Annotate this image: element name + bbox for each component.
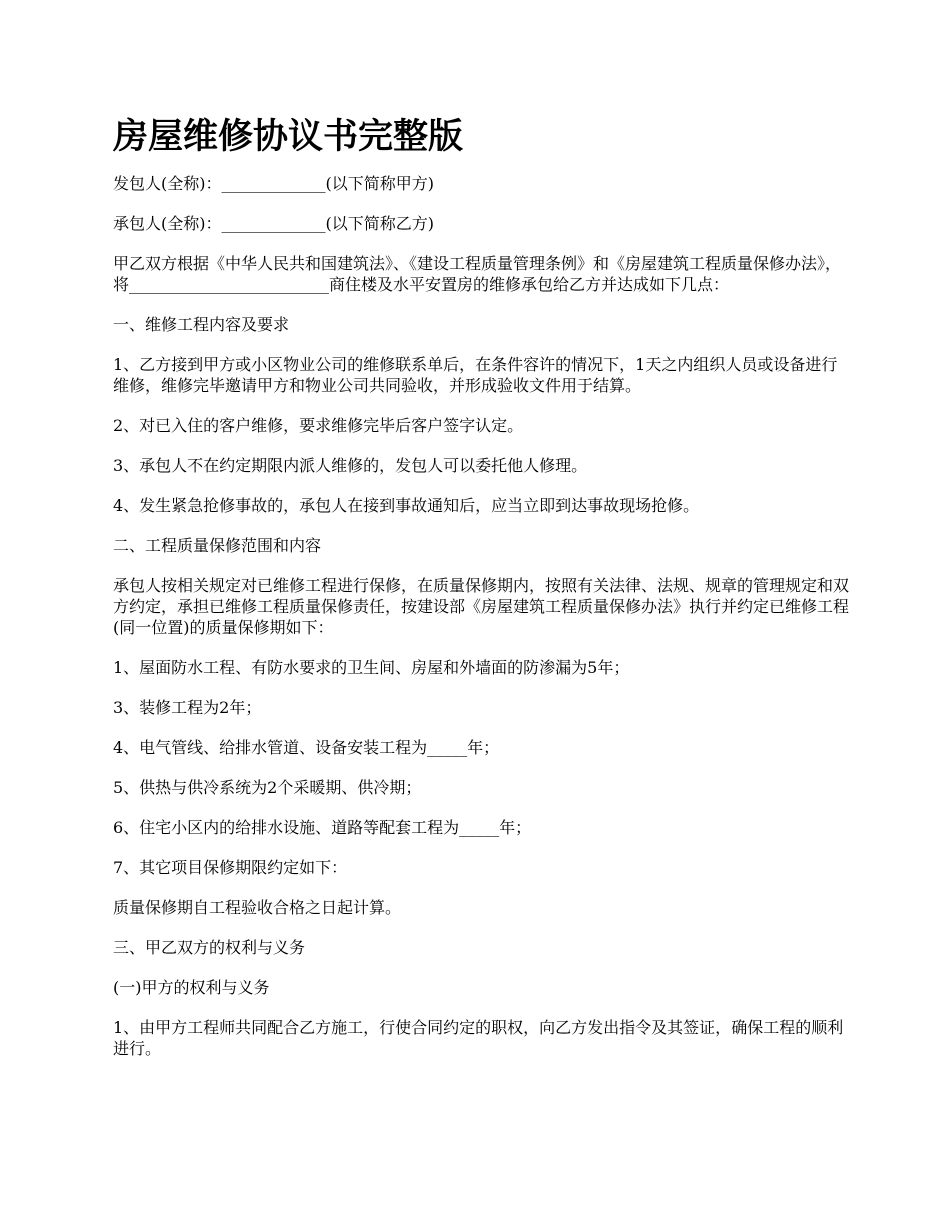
paragraph — [113, 857, 853, 878]
text-line: 甲乙双方根据《中华人民共和国建筑法》、《建设工程质量管理条例》和《房屋建筑工程 — [113, 254, 722, 273]
text-line: 2、对已入住的客户维修，要求维修完毕后客户签字认定。 — [113, 416, 524, 435]
paragraph — [113, 213, 853, 234]
text-line: 4、电气管线、给排水管道、设备安装工程为_____年； — [113, 738, 500, 757]
paragraph — [113, 314, 853, 335]
text-line: 质量保修办法》，将_________________________商住楼及水平安置房的维修承包给乙方 — [113, 254, 842, 294]
text-line: 修办法》执行并约定已维修工程(同一位置)的质量保修期如下： — [113, 597, 850, 637]
text-line: 三、甲乙双方的权利与义务 — [113, 938, 306, 957]
text-line: 确保工程的顺利进行。 — [113, 1018, 844, 1058]
text-line: 1、由甲方工程师共同配合乙方施工，行使合同约定的职权，向乙方发出指令及其签证， — [113, 1018, 732, 1037]
document-page — [113, 113, 853, 1078]
paragraph — [113, 1017, 853, 1059]
paragraph — [113, 657, 853, 678]
text-line: 承包人按相关规定对已维修工程进行保修，在质量保修期内，按照有关法律、法规、规章 — [113, 576, 738, 595]
text-line: (一)甲方的权利与义务 — [113, 978, 270, 997]
text-line: 4、发生紧急抢修事故的，承包人在接到事故通知后，应当立即到达事故现场抢修。 — [113, 496, 700, 515]
paragraph — [113, 777, 853, 798]
paragraph — [113, 897, 853, 918]
paragraph — [113, 535, 853, 556]
text-line: 1、乙方接到甲方或小区物业公司的维修联系单后，在条件容许的情况下，1天之内组织 — [113, 355, 726, 374]
text-line: 1、屋面防水工程、有防水要求的卫生间、房屋和外墙面的防渗漏为5年； — [113, 658, 630, 677]
paragraph — [113, 354, 853, 396]
paragraph — [113, 977, 853, 998]
paragraph — [113, 495, 853, 516]
paragraph — [113, 173, 853, 194]
text-line: 3、承包人不在约定期限内派人维修的，发包人可以委托他人修理。 — [113, 456, 588, 475]
text-line: 二、工程质量保修范围和内容 — [113, 536, 322, 555]
paragraph — [113, 817, 853, 838]
paragraph — [113, 737, 853, 758]
text-line: 质量保修期自工程验收合格之日起计算。 — [113, 898, 402, 917]
text-line: 3、装修工程为2年； — [113, 698, 262, 717]
text-line: 的管理规定和双方约定，承担已维修工程质量保修责任，按建设部《房屋建筑工程质量保 — [113, 576, 850, 616]
text-line: 发包人(全称)：_____________(以下简称甲方) — [113, 174, 434, 193]
text-line: 6、住宅小区内的给排水设施、道路等配套工程为_____年； — [113, 818, 532, 837]
paragraph — [113, 253, 853, 295]
text-line: 人员或设备进行维修，维修完毕邀请甲方和物业公司共同验收，并形成验收文件用于结算。 — [113, 355, 838, 395]
paragraph — [113, 697, 853, 718]
paragraph — [113, 455, 853, 476]
text-line: 5、供热与供冷系统为2个采暖期、供冷期； — [113, 778, 422, 797]
text-line: 承包人(全称)：_____________(以下简称乙方) — [113, 214, 434, 233]
document-title: 房屋维修协议书完整版 — [113, 117, 464, 157]
text-line: 一、维修工程内容及要求 — [113, 315, 290, 334]
paragraph — [113, 937, 853, 958]
document-body — [113, 173, 853, 1059]
text-line: 7、其它项目保修期限约定如下： — [113, 858, 348, 877]
paragraph — [113, 415, 853, 436]
paragraph — [113, 575, 853, 638]
text-line: 并达成如下几点： — [601, 275, 730, 294]
